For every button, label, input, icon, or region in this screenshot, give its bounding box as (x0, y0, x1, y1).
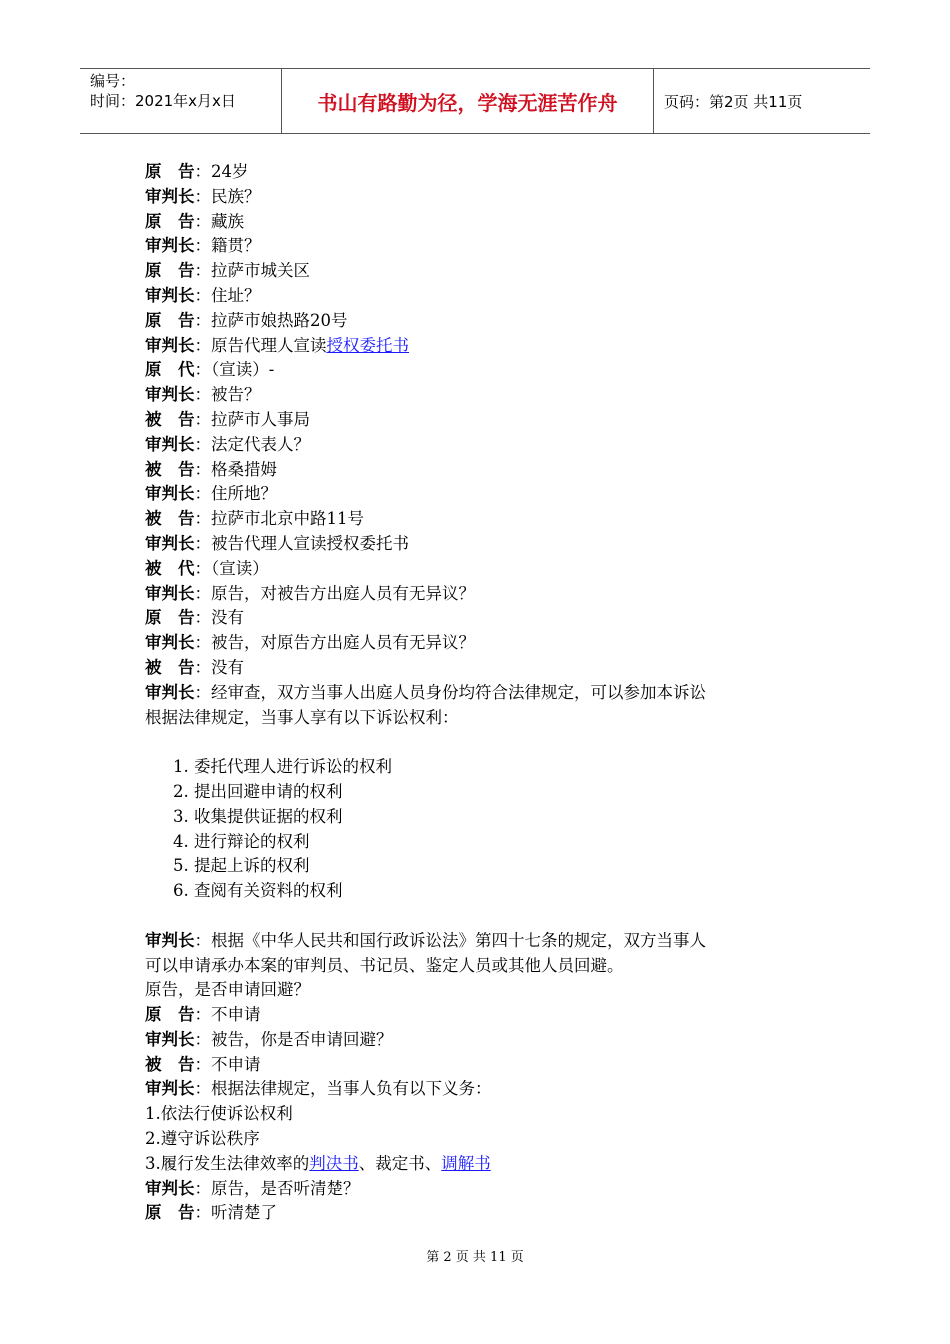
speaker-label: 原 告 (145, 211, 195, 231)
dialogue-line (145, 656, 825, 681)
number-label: 编号： (90, 72, 136, 90)
line-text: ：籍贯？ (194, 236, 261, 256)
header-motto: 书山有路勤为径，学海无涯苦作舟 (282, 69, 654, 133)
line-text: ：（宣读）- (194, 360, 275, 380)
rights-item: 6. 查阅有关资料的权利 (173, 881, 343, 901)
line-text: ：拉萨市北京中路11号 (194, 509, 364, 529)
speaker-label: 原 告 (145, 1005, 195, 1025)
link-mediation[interactable]: 调解书 (441, 1153, 491, 1173)
dialogue-line (145, 532, 825, 557)
time-label: 时间：2021年x月x日 (90, 92, 236, 110)
dialogue-line (145, 383, 825, 408)
speaker-label: 原 告 (145, 310, 195, 330)
line-text: ：根据法律规定，当事人负有以下义务： (194, 1079, 492, 1099)
speaker-label: 被 代 (145, 558, 195, 578)
duty-item (145, 1152, 825, 1177)
dialogue-line (145, 507, 825, 532)
speaker-label: 审判长 (145, 385, 195, 405)
line-text: ：被告？ (194, 385, 261, 405)
speaker-label: 审判长 (145, 633, 195, 653)
rights-item: 4. 进行辩论的权利 (173, 831, 310, 851)
header-page-label: 页码：第2页 共11页 (664, 92, 803, 111)
dialogue-line (145, 582, 825, 607)
line-text: ：根据《中华人民共和国行政诉讼法》第四十七条的规定，双方当事人 (194, 930, 706, 950)
speaker-label: 审判长 (145, 1079, 195, 1099)
dialogue-line (145, 482, 825, 507)
line-text: ：（宣读） (194, 558, 269, 578)
line-text: ：格桑措姆 (194, 459, 277, 479)
speaker-label: 被 告 (145, 657, 195, 677)
dialogue-line (145, 557, 825, 582)
dialogue-line (145, 234, 825, 259)
dialogue-lines (145, 160, 825, 706)
speaker-label: 审判长 (145, 186, 195, 206)
duty-item: 1.依法行使诉讼权利 (145, 1104, 293, 1124)
duty-item: 2.遵守诉讼秩序 (145, 1129, 260, 1149)
speaker-label: 审判长 (145, 583, 195, 603)
speaker-label: 原 代 (145, 360, 195, 380)
speaker-label: 审判长 (145, 484, 195, 504)
line-text: ：民族？ (194, 186, 261, 206)
line-text: ：原告，是否听清楚？ (194, 1178, 360, 1198)
speaker-label: 原 告 (145, 1203, 195, 1223)
dialogue-line (145, 284, 825, 309)
speaker-label: 审判长 (145, 1178, 195, 1198)
rights-item: 5. 提起上诉的权利 (173, 856, 310, 876)
link-judgment[interactable]: 判决书 (309, 1153, 359, 1173)
dialogue-line (145, 210, 825, 235)
dialogue-line (145, 606, 825, 631)
line-text: ：法定代表人？ (194, 434, 310, 454)
line-text: ：不申请 (194, 1054, 261, 1074)
speaker-label: 审判长 (145, 930, 195, 950)
header-meta (80, 69, 282, 133)
page-footer: 第 2 页 共 11 页 (426, 1250, 524, 1265)
line-text: ：拉萨市城关区 (194, 261, 310, 281)
line-text: ：住址？ (194, 285, 261, 305)
continuation-text: 可以申请承办本案的审判员、书记员、鉴定人员或其他人员回避。 (145, 955, 624, 975)
continuation-text: 原告，是否申请回避？ (145, 980, 310, 1000)
rights-item: 3. 收集提供证据的权利 (173, 806, 343, 826)
dialogue-line (145, 358, 825, 383)
dialogue-line (145, 631, 825, 656)
line-text: ：听清楚了 (194, 1203, 277, 1223)
dialogue-line (145, 681, 825, 706)
link-authorization[interactable]: 授权委托书 (326, 335, 409, 355)
speaker-label: 审判长 (145, 236, 195, 256)
line-text: ：被告代理人宣读授权委托书 (194, 533, 409, 553)
rights-item: 2. 提出回避申请的权利 (173, 781, 343, 801)
line-text: ：没有 (194, 608, 244, 628)
speaker-label: 被 告 (145, 409, 195, 429)
dialogue-line (145, 458, 825, 483)
speaker-label: 审判长 (145, 285, 195, 305)
line-text: ：原告，对被告方出庭人员有无异议？ (194, 583, 475, 603)
speaker-label: 被 告 (145, 509, 195, 529)
speaker-label: 被 告 (145, 459, 195, 479)
speaker-label: 审判长 (145, 533, 195, 553)
line-text: ：住所地？ (194, 484, 277, 504)
line-text: ：被告，你是否申请回避？ (194, 1029, 393, 1049)
line-text: ：不申请 (194, 1005, 261, 1025)
dialogue-line (145, 1028, 825, 1053)
dialogue-line (145, 309, 825, 334)
speaker-label: 原 告 (145, 261, 195, 281)
rights-item: 1. 委托代理人进行诉讼的权利 (173, 757, 392, 777)
speaker-label: 原 告 (145, 608, 195, 628)
dialogue-line (145, 334, 825, 359)
speaker-label: 被 告 (145, 1054, 195, 1074)
speaker-label: 审判长 (145, 1029, 195, 1049)
dialogue-line (145, 408, 825, 433)
speaker-label: 审判长 (145, 434, 195, 454)
dialogue-line (145, 1077, 825, 1102)
line-text: ：原告代理人宣读 (194, 335, 327, 355)
dialogue-line (145, 1177, 825, 1202)
page-header (80, 68, 870, 134)
speaker-label: 审判长 (145, 335, 195, 355)
line-text: ：24岁 (194, 162, 249, 181)
dialogue-line (145, 259, 825, 284)
dialogue-line (145, 1003, 825, 1028)
dialogue-line (145, 1053, 825, 1078)
line-text: ：拉萨市娘热路20号 (194, 310, 348, 330)
line-text: ：拉萨市人事局 (194, 409, 310, 429)
rights-intro: 根据法律规定，当事人享有以下诉讼权利： (145, 707, 459, 727)
dialogue-line (145, 1201, 825, 1226)
duty-text: 3.履行发生法律效率的 (145, 1153, 310, 1173)
dialogue-line (145, 433, 825, 458)
speaker-label: 原 告 (145, 162, 195, 181)
line-text: ：没有 (194, 657, 244, 677)
line-text: ：经审查，双方当事人出庭人员身份均符合法律规定，可以参加本诉讼 (194, 682, 706, 702)
dialogue-line (145, 929, 825, 954)
rights-list (145, 755, 825, 904)
document-body (145, 160, 825, 1226)
line-text: ：被告，对原告方出庭人员有无异议？ (194, 633, 475, 653)
speaker-label: 审判长 (145, 682, 195, 702)
line-text: ：藏族 (194, 211, 244, 231)
duty-text: 、裁定书、 (358, 1153, 442, 1173)
dialogue-line (145, 185, 825, 210)
dialogue-line (145, 160, 825, 185)
